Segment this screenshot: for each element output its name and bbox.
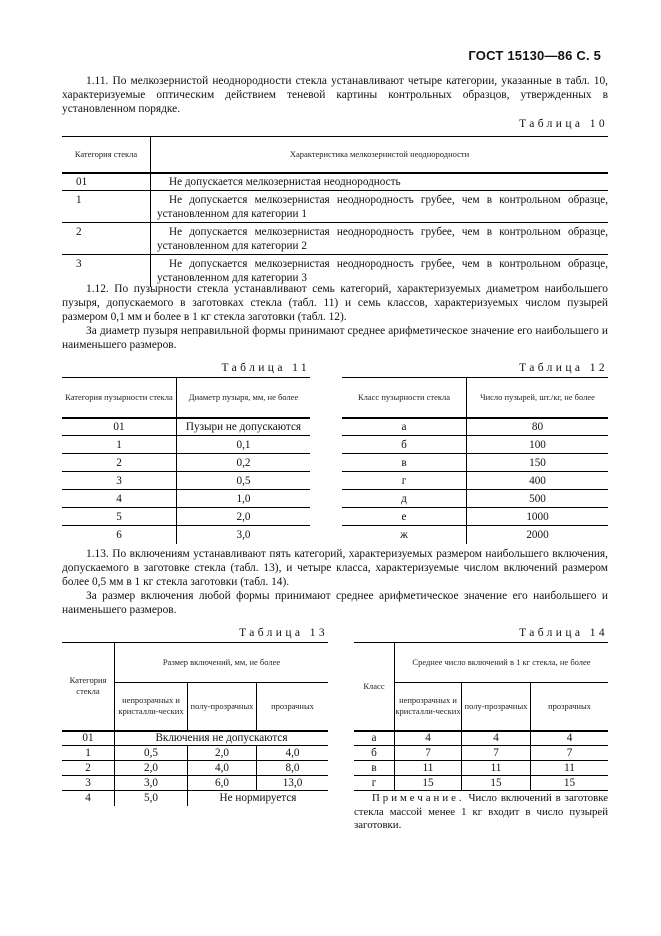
table-14-cell: 15	[395, 776, 462, 791]
table-14-cell: б	[354, 746, 395, 761]
table-14-cell: г	[354, 776, 395, 791]
table-11-cell: 1	[62, 436, 177, 454]
table-10-cell-text: Не допускается мелкозернистая неоднородность	[169, 175, 401, 188]
table-12-caption: Таблица 12	[519, 362, 608, 374]
table-12-cell: 500	[529, 492, 546, 505]
paragraph-1-13-size: За размер включения любой формы принимают среднее арифметическое значение его наибольшего и наименьшего размеров.	[62, 590, 608, 616]
table-13-cell: Не нормируется	[219, 792, 297, 805]
table-14	[354, 642, 608, 791]
table-14-cell: 11	[395, 761, 462, 776]
table-12-cell: г	[342, 472, 467, 490]
table-14-cell: 7	[462, 746, 531, 761]
table-13-cell: 6,0	[188, 776, 257, 791]
table-14-cell: 4	[462, 731, 531, 746]
table-14-header-group: Среднее число включений в 1 кг стекла, не более	[395, 643, 609, 683]
page-header: ГОСТ 15130—86 С. 5	[468, 48, 601, 63]
table-14-cell: 15	[462, 776, 531, 791]
table-10-cell-cat: 01	[62, 173, 151, 191]
table-13-cell: 4,0	[188, 761, 257, 776]
table-10-header-category: Категория стекла	[62, 137, 151, 173]
table-11-cell: Пузыри не допускаются	[185, 420, 302, 433]
paragraph-1-12-diameter: За диаметр пузыря неправильной формы принимают среднее арифметическое значение его наибольшего и наименьшего размеров.	[62, 325, 608, 351]
table-14-cell: 4	[395, 731, 462, 746]
table-12-cell: 1000	[526, 510, 549, 523]
table-12-cell: д	[342, 490, 467, 508]
note-label: Примечание.	[372, 792, 465, 804]
table-12-cell: в	[342, 454, 467, 472]
table-12-cell: е	[342, 508, 467, 526]
table-14-cell: в	[354, 761, 395, 776]
table-12	[342, 377, 608, 544]
table-10-cell-cat: 1	[62, 191, 151, 223]
table-13-cell: 0,5	[115, 746, 188, 761]
table-13-cell: 8,0	[285, 762, 300, 774]
table-11	[62, 377, 310, 544]
table-12-cell: 2000	[526, 528, 549, 541]
table-14-cell: 11	[462, 761, 531, 776]
table-11-cell: 1,0	[236, 492, 251, 505]
table-13-cell: 4	[62, 791, 115, 806]
table-13-cell: 2	[62, 761, 115, 776]
table-13-cell: 3,0	[115, 776, 188, 791]
table-12-cell: 80	[531, 420, 544, 433]
table-12-cell: ж	[342, 526, 467, 544]
table-11-cell: 0,2	[236, 456, 251, 469]
table-14-cell: 4	[566, 732, 573, 745]
table-13-header-group: Размер включений, мм, не более	[115, 643, 329, 683]
table-12-cell: 100	[529, 438, 546, 451]
table-11-cell: 0,1	[236, 438, 251, 451]
table-10-cell-text: Не допускается мелкозернистая неоднородность грубее, чем в контрольном образце, установленном для категории 1	[157, 193, 608, 220]
note-text: Число включений в заготовке стекла массой менее 1 кг входит в число пузырей заготовки.	[354, 792, 609, 831]
table-12-cell: 400	[529, 474, 546, 487]
table-13-header-category: Категория стекла	[62, 643, 115, 731]
table-11-cell: 2	[62, 454, 177, 472]
table-12-header-count: Число пузырей, шт./кг, не более	[480, 391, 595, 402]
table-11-cell: 01	[62, 418, 177, 436]
table-13-header-opaque: непрозрачных и кристалли-ческих	[115, 683, 188, 731]
table-11-cell: 2,0	[236, 510, 251, 523]
table-11-cell: 4	[62, 490, 177, 508]
table-12-cell: а	[342, 418, 467, 436]
table-11-header-category: Категория пузырности стекла	[62, 378, 177, 418]
table-13-cell: 4,0	[285, 747, 300, 759]
table-14-caption: Таблица 14	[519, 627, 608, 639]
table-10-cell-cat: 2	[62, 223, 151, 255]
table-11-cell: 5	[62, 508, 177, 526]
table-14-cell: 7	[395, 746, 462, 761]
table-13-cell: Включения не допускаются	[155, 732, 288, 745]
table-13	[62, 642, 328, 806]
table-11-cell: 3,0	[236, 528, 251, 541]
table-10	[62, 136, 608, 287]
table-12-header-class: Класс пузырности стекла	[342, 378, 467, 418]
table-14-header-semi: полу-прозрачных	[462, 683, 531, 731]
table-10-cell-text: Не допускается мелкозернистая неоднородность грубее, чем в контрольном образце, установленном для категории 2	[157, 225, 608, 252]
paragraph-1-13: 1.13. По включениям устанавливают пять категорий, характеризуемых размером наибольшего включения, допускаемого в заготовке стекла (табл. 13), и четыре класса, характеризуемые числом включений размером более 0,5 мм в 1 кг стекла заготовки (табл. 14).	[62, 548, 608, 588]
table-13-header-transparent: прозрачных	[271, 700, 314, 711]
table-14-header-class: Класс	[354, 643, 395, 731]
table-13-header-semi: полу-прозрачных	[188, 683, 257, 731]
table-14-cell: а	[354, 731, 395, 746]
table-13-cell: 2,0	[115, 761, 188, 776]
table-13-cell: 01	[62, 731, 115, 746]
table-13-cell: 3	[62, 776, 115, 791]
table-11-cell: 3	[62, 472, 177, 490]
table-14-note	[354, 792, 608, 833]
table-14-cell: 15	[563, 777, 576, 789]
table-11-cell: 6	[62, 526, 177, 544]
table-10-cell-text: Не допускается мелкозернистая неоднородность грубее, чем в контрольном образце, установленном для категории 3	[157, 257, 608, 284]
table-14-cell: 11	[564, 762, 575, 774]
table-12-cell: б	[342, 436, 467, 454]
table-10-cell-cat: 3	[62, 255, 151, 287]
table-11-cell: 0,5	[236, 474, 251, 487]
table-13-caption: Таблица 13	[239, 627, 328, 639]
table-10-header-characteristic: Характеристика мелкозернистой неоднородности	[289, 148, 470, 159]
table-13-cell: 13,0	[282, 777, 303, 789]
paragraph-1-12: 1.12. По пузырности стекла устанавливают семь категорий, характеризуемых диаметром наибольшего пузыря, допускаемого в заготовках стекла (табл. 11) и семь классов, характеризуемых числом пузырей размером 0,1 мм и более в 1 кг стекла заготовки (табл. 12).	[62, 283, 608, 323]
table-13-cell: 5,0	[115, 791, 188, 806]
table-14-cell: 7	[566, 747, 573, 759]
table-13-cell: 1	[62, 746, 115, 761]
table-13-cell: 2,0	[188, 746, 257, 761]
table-14-header-transparent: прозрачных	[548, 700, 591, 711]
table-11-caption: Таблица 11	[221, 362, 310, 374]
table-12-cell: 150	[529, 456, 546, 469]
table-14-header-opaque: непрозрачных и кристалли-ческих	[395, 683, 462, 731]
table-10-caption: Таблица 10	[519, 118, 608, 130]
table-11-header-diameter: Диаметр пузыря, мм, не более	[188, 391, 299, 402]
paragraph-1-11: 1.11. По мелкозернистой неоднородности стекла устанавливают четыре категории, указанные в табл. 10, характеризуемые оптическим действием теневой картины контрольных образцов, утвержденных в установленном порядке.	[62, 75, 608, 115]
